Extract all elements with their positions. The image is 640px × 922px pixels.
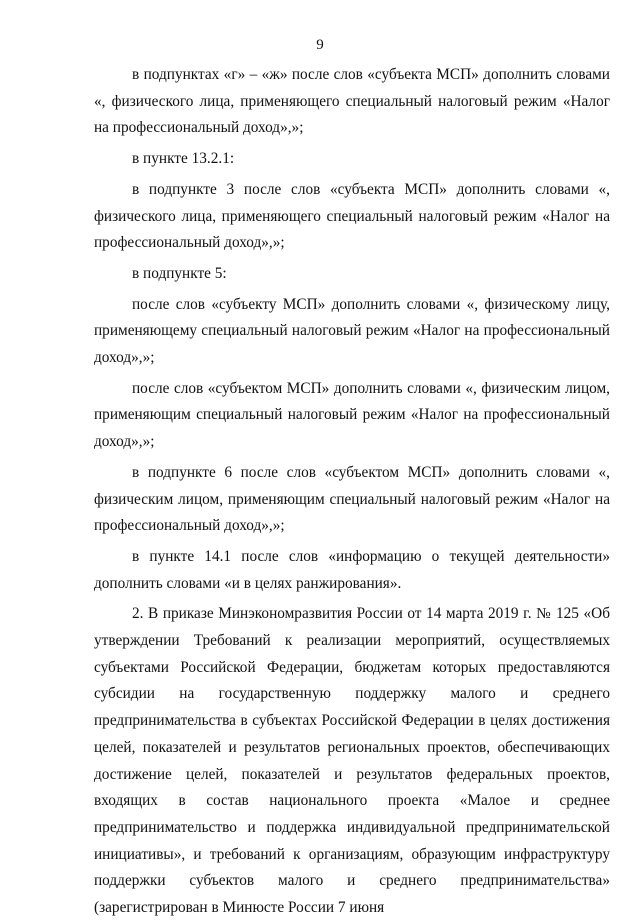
paragraph: в пункте 14.1 после слов «информацию о текущей деятельности» дополнить словами «и в целях ранжирования».: [94, 547, 610, 592]
paragraph: после слов «субъектом МСП» дополнить словами «, физическим лицом, применяющим специальный налоговый режим «Налог на профессиональный доход»,»;: [94, 379, 610, 451]
paragraph: 2. В приказе Минэкономразвития России от 14 марта 2019 г. № 125 «Об утверждении Требований к реализации мероприятий, осуществляемых субъектами Российской Федерации, бюджетам которых предоставляются субсидии на государственную поддержку малого и среднего предпринимательства в субъектах Российской Федерации в целях достижения целей, показателей и результатов региональных проектов, обеспечивающих достижение целей, показателей и результатов федеральных проектов, входящих в состав национального проекта «Малое и среднее предпринимательство и поддержка индивидуальной предпринимательской инициативы», и требований к организациям, образующим инфраструктуру поддержки субъектов малого и среднего предпринимательства» (зарегистрирован в Минюсте России 7 июня: [94, 605, 610, 917]
paragraph: в подпунктах «г» – «ж» после слов «субъекта МСП» дополнить словами «, физического лица, применяющего специальный налоговый режим «Налог на профессиональный доход»,»;: [94, 66, 610, 137]
page-number: 9: [316, 37, 324, 53]
paragraph: после слов «субъекту МСП» дополнить словами «, физическому лицу, применяющему специальный налоговый режим «Налог на профессиональный доход»,»;: [94, 295, 610, 367]
paragraph: в подпункте 6 после слов «субъектом МСП» дополнить словами «, физическим лицом, применяющим специальный налоговый режим «Налог на профессиональный доход»,»;: [94, 463, 610, 535]
paragraph: в подпункте 5:: [132, 264, 227, 282]
paragraph: в пункте 13.2.1:: [132, 150, 235, 168]
paragraph: в подпункте 3 после слов «субъекта МСП» дополнить словами «, физического лица, применяющего специальный налоговый режим «Налог на профессиональный доход»,»;: [94, 180, 610, 252]
document-body: [94, 62, 610, 922]
